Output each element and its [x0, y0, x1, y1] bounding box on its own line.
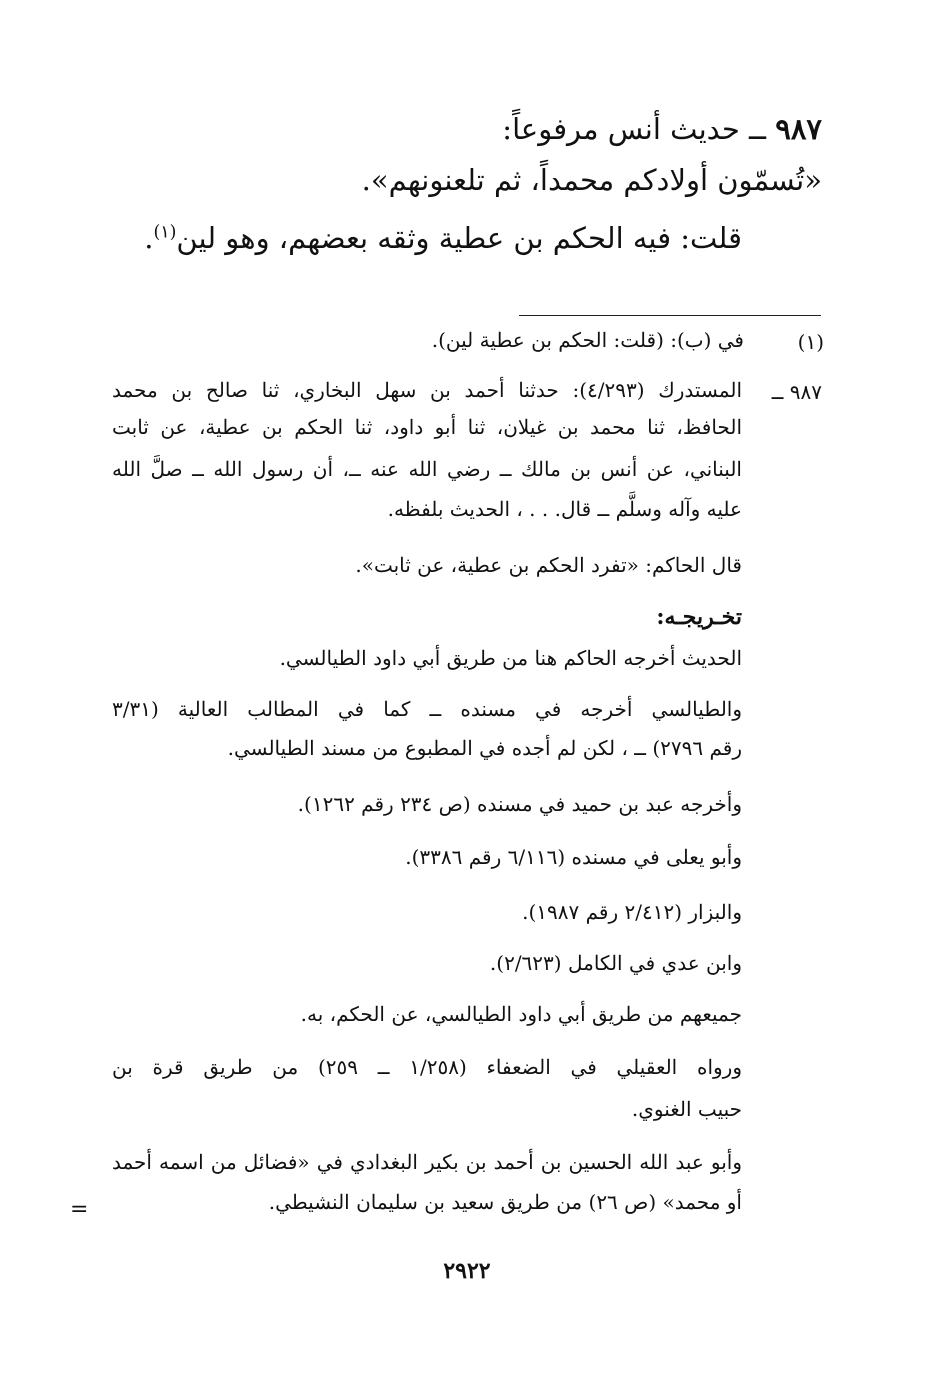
- takhrij-paragraph: جميعهم من طريق أبي داود الطيالسي، عن الحكم، به.: [300, 1002, 742, 1026]
- hadith-matn: [362, 163, 822, 197]
- takhrij-paragraph: وابن عدي في الكامل (٢/٦٢٣).: [489, 951, 742, 975]
- takhrij-paragraph: وأخرجه عبد بن حميد في مسنده (ص ٢٣٤ رقم ١٢٦٢).: [297, 792, 742, 816]
- footnote-reference: (١): [153, 222, 177, 243]
- footnote-marker: (١): [797, 330, 824, 354]
- takhrij-paragraph: والطيالسي أخرجه في مسنده ــ كما في المطالب العالية (٣/٣١: [112, 697, 742, 721]
- hadith-comment: [144, 221, 742, 255]
- takhrij-paragraph: والبزار (٢/٤١٢ رقم ١٩٨٧).: [522, 900, 742, 924]
- source-line: البناني، عن أنس بن مالك ــ رضي الله عنه ــ، أن رسول الله ــ صلَّ الله: [112, 457, 742, 481]
- comment-prefix: قلت:: [680, 221, 742, 255]
- source-line: الحافظ، ثنا محمد بن غيلان، ثنا أبو داود، ثنا الحكم بن عطية، عن ثابت: [112, 415, 742, 439]
- hadith-number: ٩٨٧: [775, 112, 822, 146]
- takhrij-paragraph: وأبو عبد الله الحسين بن أحمد بن بكير البغدادي في «فضائل من اسمه أحمد: [112, 1150, 742, 1174]
- takhrij-number: ٩٨٧ ــ: [771, 380, 822, 404]
- comment-end: .: [144, 221, 154, 255]
- takhrij-paragraph-cont: حبيب الغنوي.: [631, 1097, 742, 1121]
- hadith-title-line: [502, 112, 822, 146]
- continuation-mark: =: [70, 1197, 89, 1222]
- source-line: المستدرك (٤/٢٩٣): حدثنا أحمد بن سهل البخاري، ثنا صالح بن محمد: [112, 378, 743, 402]
- hadith-matn-text: «تُسمّون أولادكم محمداً، ثم تلعنونهم».: [361, 163, 822, 197]
- footnote-text: في (ب): (قلت: الحكم بن عطية لين).: [431, 328, 744, 352]
- takhrij-paragraph: الحديث أخرجه الحاكم هنا من طريق أبي داود الطيالسي.: [279, 646, 742, 670]
- hadith-dash: ــ: [739, 112, 776, 146]
- takhrij-paragraph: وأبو يعلى في مسنده (٦/١١٦ رقم ٣٣٨٦).: [405, 845, 742, 869]
- comment-text: فيه الحكم بن عطية وثقه بعضهم، وهو لين: [176, 221, 681, 255]
- takhrij-paragraph-cont: أو محمد» (ص ٢٦) من طريق سعيد بن سليمان النشيطي.: [268, 1190, 742, 1214]
- takhrij-heading: تخـريجـه:: [656, 604, 742, 630]
- hakim-remark: قال الحاكم: «تفرد الحكم بن عطية، عن ثابت».: [355, 553, 742, 577]
- page-number: ٢٩٢٢: [443, 1258, 491, 1284]
- footnote-divider: [519, 315, 821, 316]
- takhrij-paragraph: ورواه العقيلي في الضعفاء (١/٢٥٨ ــ ٢٥٩) من طريق قرة بن: [112, 1055, 742, 1079]
- takhrij-paragraph-cont: رقم ٢٧٩٦) ــ ، لكن لم أجده في المطبوع من مسند الطيالسي.: [227, 736, 742, 760]
- source-line: عليه وآله وسلَّم ــ قال. . . ، الحديث بلفظه.: [387, 497, 742, 521]
- hadith-title: حديث أنس مرفوعاً:: [502, 112, 740, 146]
